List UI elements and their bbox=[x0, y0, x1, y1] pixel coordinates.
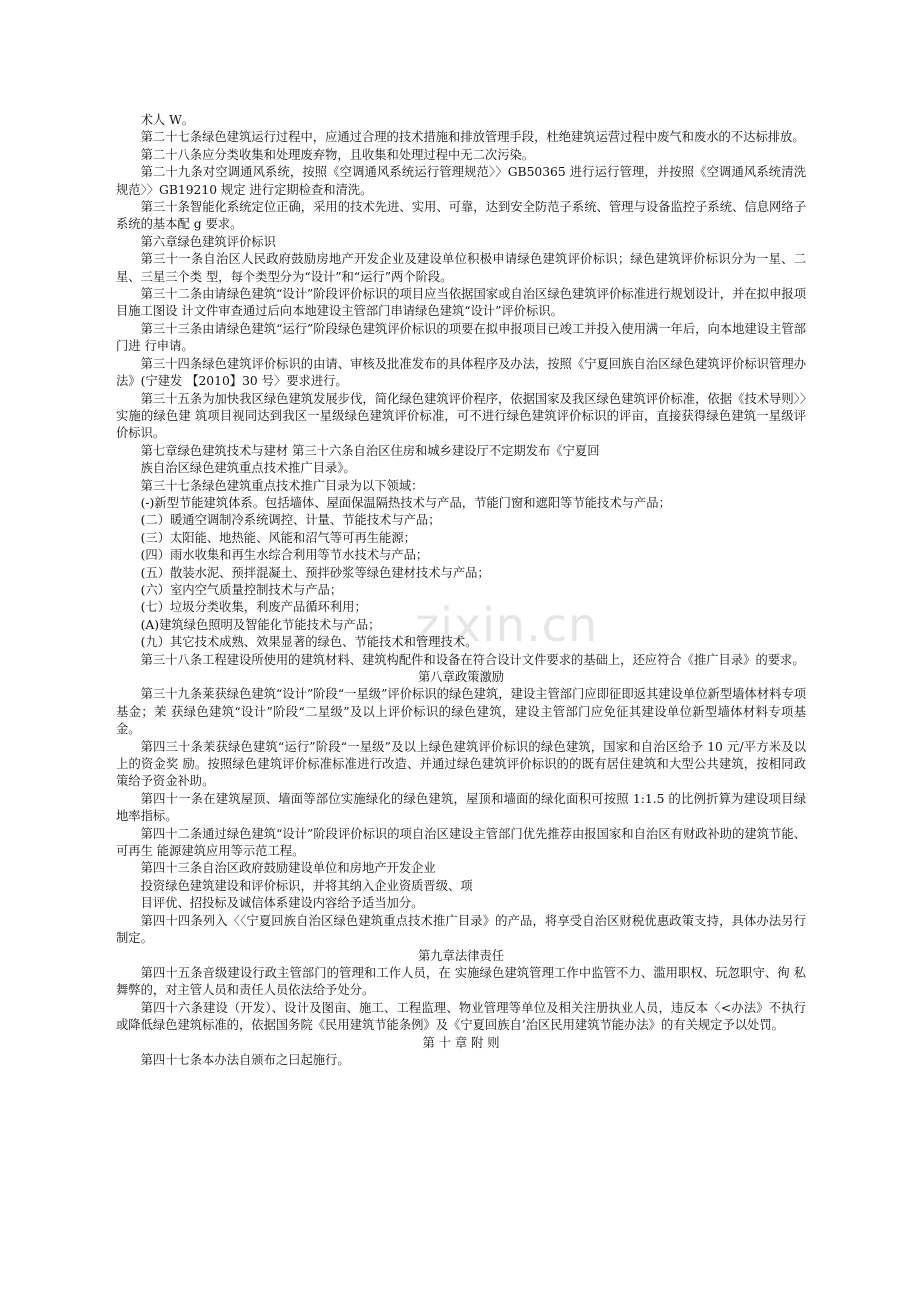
paragraph: 族自治区绿色建筑重点技术推广目录》。 bbox=[140, 461, 356, 476]
chapter-heading: 第 十 章 附 则 bbox=[422, 1035, 500, 1050]
paragraph: 第三十七条绿色建筑重点技术推广目录为以下领域： bbox=[140, 478, 424, 493]
paragraph: (-)新型节能建筑体系。包括墙体、屋面保温隔热技术与产品，节能门窗和遮阳等节能技术与产品； bbox=[140, 495, 671, 510]
paragraph: 第三十条智能化系统定位正确，采用的技术先进、实用、可靠，达到安全防范子系统、管理与设备监控子系统、信息网络子系统的基本配 g 要求。 bbox=[116, 200, 806, 232]
paragraph: (七）垃圾分类收集，利废产品循环利用； bbox=[140, 600, 367, 615]
paragraph: (A)建筑绿色照明及智能化节能技术与产品； bbox=[140, 617, 381, 632]
paragraph: 第二十八条应分类收集和处理废弃物，且收集和处理过程中无二次污染。 bbox=[140, 147, 535, 162]
paragraph: (六）室内空气质量控制技术与产品； bbox=[140, 582, 343, 597]
paragraph: (九）其它技术成熟、效果显著的绿色、节能技术和管理技术。 bbox=[140, 635, 478, 650]
paragraph: 第四三十条茉获绿色建筑“运行”阶段“一星级”及以上绿色建筑评价标识的绿色建筑，国家和自治区给予 10 元/平方米及以上的资金奖 励。按照绿色建筑评价标准标准进行改造、并通过绿色建筑评价标识的的既有居住建筑和大型公共建筑，按相同政策给予资金补助。 bbox=[116, 739, 806, 789]
watermark: zixin.cn bbox=[415, 598, 599, 652]
paragraph: 第四十四条列入〈〈宁夏回族自治区绿色建筑重点技术推广目录》的产品，将享受自治区财税优惠政策支持，具体办法另行制定。 bbox=[116, 913, 806, 946]
paragraph: 术人 W。 bbox=[140, 113, 195, 127]
chapter-heading: 第九章法律责任 bbox=[417, 948, 505, 963]
paragraph: 第二十九条对空调通风系统，按照《空调通风系统运行管理规范〉〉GB50365 进行运行管理，并按照《空调通风系统清洗规范〉〉GB19210 规定 进行定期检查和清洗。 bbox=[116, 165, 806, 197]
paragraph: 第四十二条通过绿色建筑“设计”阶段评价标识的项自治区建设主管部门优先推荐由报国家和自治区有财政补助的建筑节能、可再生 能源建筑应用等示范工程。 bbox=[116, 826, 806, 859]
paragraph: 第三十九条莱获绿色建筑“设计”阶段“一星级”评价标识的绿色建筑，建设主管部门应即征即返其建设单位新型墙体材料专项基金；茉 获绿色建筑“设计”阶段“二星级”及以上评价标识的绿色建筑，建设主管部门应免征其建设单位新型墙体材料专项基金。 bbox=[116, 687, 806, 737]
paragraph: 第二十七条绿色建筑运行过程中，应通过合理的技术措施和排放管理手段，杜绝建筑运营过程中废气和废水的不达标排放。 bbox=[140, 130, 805, 145]
paragraph: 投资绿色建筑建设和评价标识，并将其纳入企业资质晋级、项 bbox=[140, 878, 473, 893]
paragraph: 第四十六条建设（开发）、设计及图亩、施工、工程监理、物业管理等单位及相关注册执业人员，违反本〈<办法》不执行或降低绿色建筑标准的，依据国务院《民用建筑节能条例》及《宁夏回族自’治区民用建筑节能办法》的有关规定予以处罚。 bbox=[116, 1000, 806, 1033]
paragraph: 第三十二条由请绿色建筑“设计”阶段评价标识的项目应当依据国家或自治区绿色建筑评价标准进行规划设计，并在拟申报项目施工图设 计文件审查通过后向本地建设主管部门串请绿色建筑“设计”评价标识。 bbox=[116, 287, 806, 319]
paragraph: (三）太阳能、地热能、风能和沼气等可再生能源； bbox=[140, 530, 416, 545]
paragraph: 第三十五条为加快我区绿色建筑发展步伐，简化绿色建筑评价程序，依据国家及我区绿色建筑评价标准，依据《技术导则〉〉实施的绿色建 筑项目视同达到我区一星级绿色建筑评价标准，可不进行绿色建筑评价标识的评亩，直接获得绿色建筑一星级评价标识。 bbox=[116, 391, 806, 441]
paragraph: 第三十三条由请绿色建筑“运行”阶段绿色建筑评价标识的项要在拟申报项目已竣工并投入使用满一年后，向本地建设主管部门进 行申请。 bbox=[116, 321, 806, 354]
chapter-heading: 第八章政策激励 bbox=[417, 670, 505, 684]
paragraph: (五）散装水泥、预拌混凝土、预拌砂浆等绿色建材技术与产品； bbox=[140, 565, 490, 580]
paragraph: (四）雨水收集和再生水综合利用等节水技术与产品； bbox=[140, 548, 429, 563]
paragraph: 目评优、招投标及诚信体系建设内容给予适当加分。 bbox=[140, 896, 424, 911]
paragraph: 第四十三条自治区政府鼓励建设单位和房地产开发企业 bbox=[140, 861, 436, 876]
paragraph: (二）暖通空调制冷系统调控、计量、节能技术与产品； bbox=[140, 513, 441, 528]
paragraph: 第三十八条工程建设所使用的建筑材料、建筑构配件和设备在符合设计文件要求的基础上，还应符合《推广目录》的要求。 bbox=[140, 652, 805, 667]
paragraph: 第七章绿色建筑技术与建材 第三十六条自治区住房和城乡建设厅不定期发布《宁夏回 bbox=[140, 443, 600, 458]
paragraph: 第三十四条绿色建筑评价标识的由请、审核及批准发布的具体程序及办法，按照《宁夏回族自治区绿色建筑评价标识管理办法》(宁建发 【2010】30 号〉要求进行。 bbox=[116, 356, 806, 389]
paragraph: 第四十五条音级建设行政主管部门的管理和工作人员，在 实施绿色建筑管理工作中监管不力、滥用职权、玩忽职守、徇 私舞弊的，对主管人员和责任人员依法给予处分。 bbox=[116, 965, 806, 998]
document-body bbox=[116, 112, 806, 1069]
paragraph: 第三十一条自治区人民政府鼓励房地产开发企业及建设单位积极申请绿色建筑评价标识；绿色建筑评价标识分为一星、二星、三星三个类 型，每个类型分为“设计”和“运行”两个阶段。 bbox=[116, 252, 806, 284]
paragraph: 第六章绿色建筑评价标识 bbox=[140, 234, 276, 249]
paragraph: 第四十一条在建筑屋顶、墙面等部位实施绿化的绿色建筑，屋顶和墙面的绿化面积可按照 1:1.5 的比例折算为建设项目绿地率指标。 bbox=[116, 791, 806, 824]
paragraph: 第四十七条本办法自颁布之曰起施行。 bbox=[140, 1052, 350, 1067]
